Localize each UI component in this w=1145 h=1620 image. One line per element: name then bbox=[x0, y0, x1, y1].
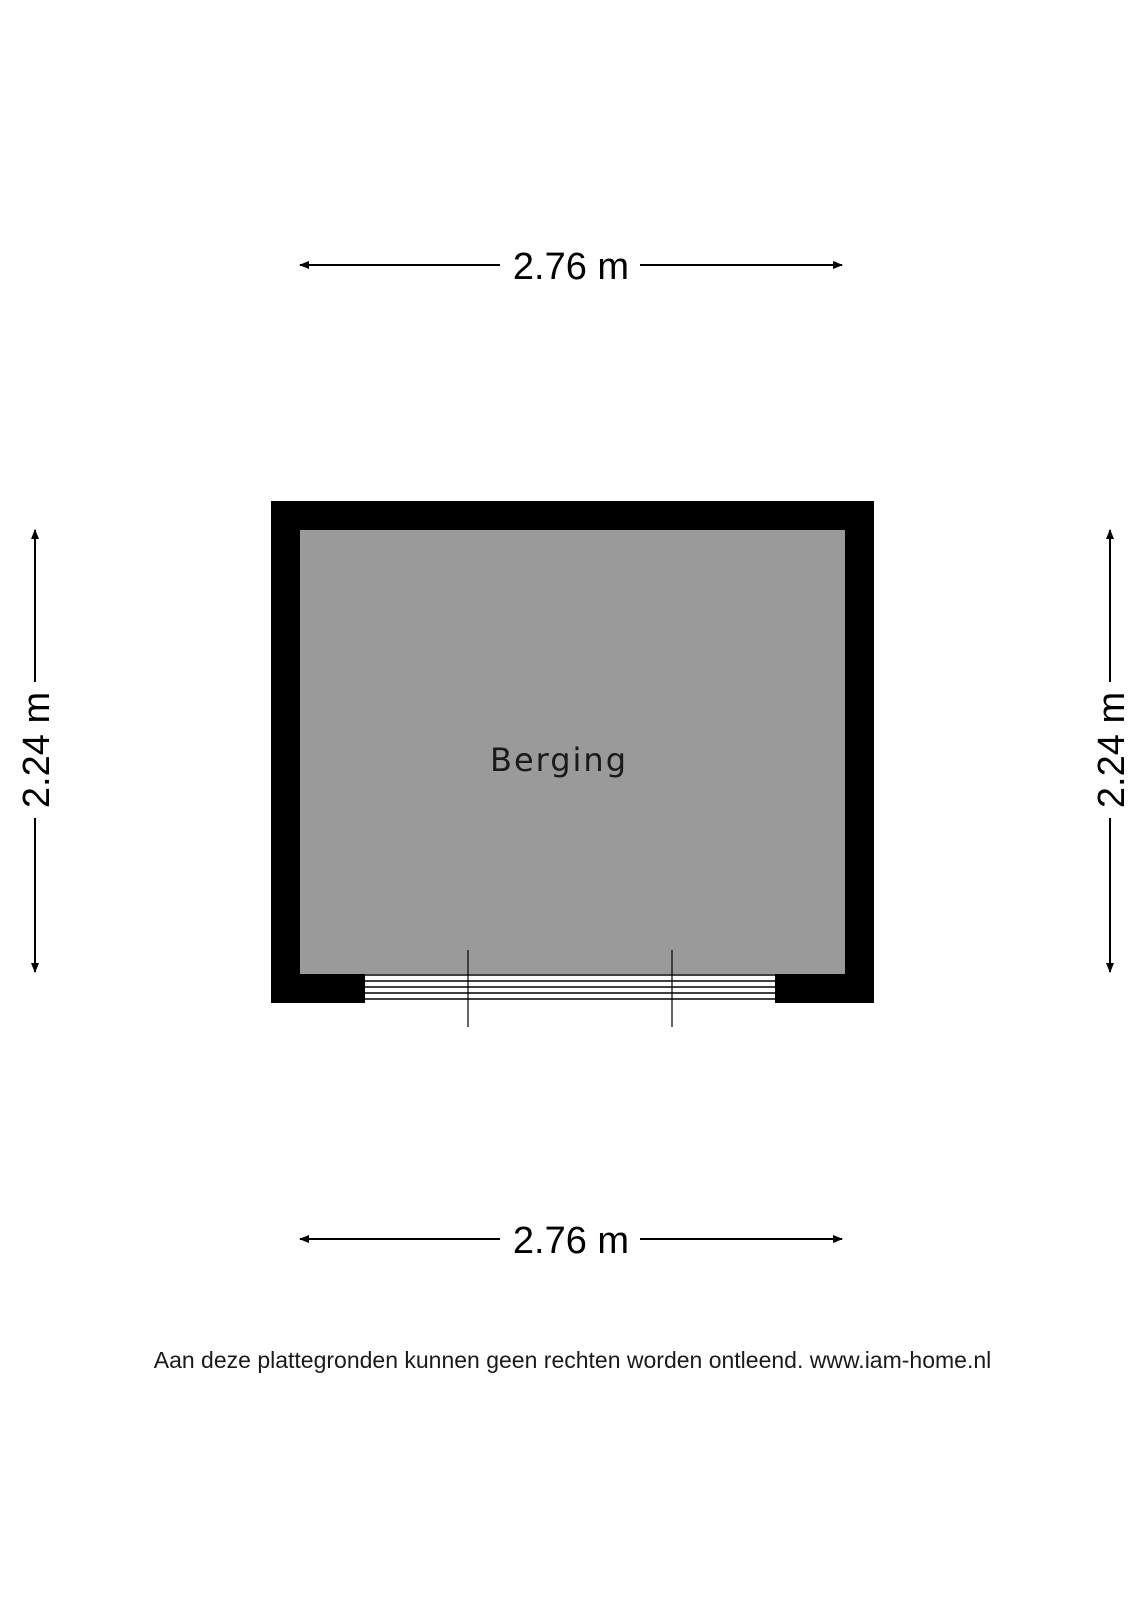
top-dimension-label: 2.76 m bbox=[512, 246, 630, 288]
top-dimension bbox=[300, 246, 842, 288]
left-dimension-label: 2.24 m bbox=[16, 691, 58, 809]
left-dimension bbox=[16, 530, 58, 972]
disclaimer-text: Aan deze plattegronden kunnen geen rechten worden ontleend. www.iam-home.nl bbox=[153, 1347, 992, 1373]
right-dimension bbox=[1091, 530, 1133, 972]
room-berging bbox=[271, 501, 874, 1003]
room-label: Berging bbox=[489, 741, 629, 779]
bottom-dimension bbox=[300, 1220, 842, 1262]
right-dimension-label: 2.24 m bbox=[1091, 691, 1133, 809]
bottom-dimension-label: 2.76 m bbox=[512, 1220, 630, 1262]
